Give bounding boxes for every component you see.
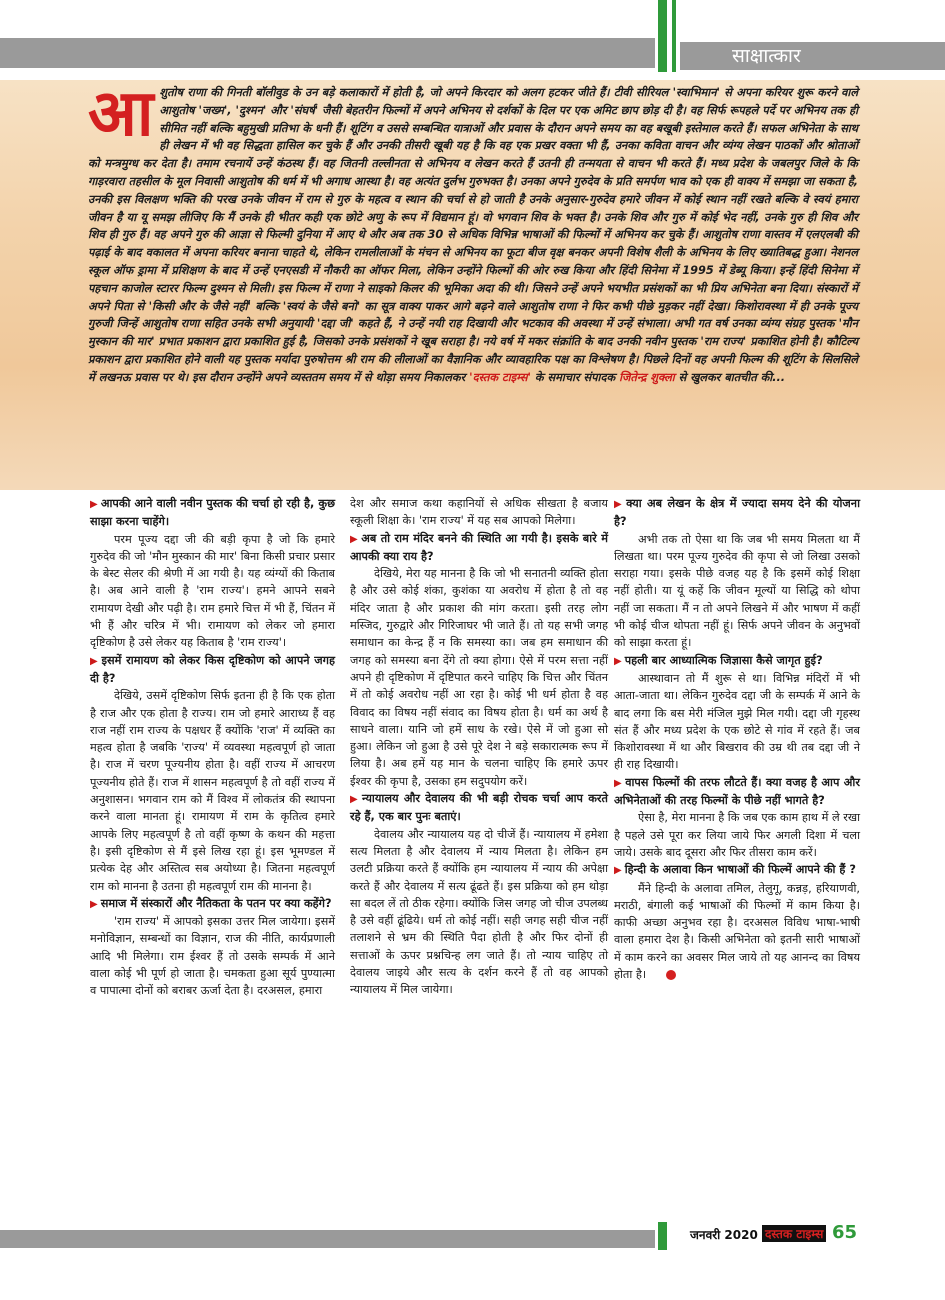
question-7: ▶ पहली बार आध्यात्मिक जिज्ञासा कैसे जागृत हुई? bbox=[614, 653, 823, 667]
footer-green-stripe bbox=[658, 1222, 667, 1250]
answer-3: 'राम राज्य' में आपको इसका उत्तर मिल जायेगा। इसमें मनोविज्ञान, सम्बन्धों का विज्ञान, राज की नीति, कार्यप्रणाली आदि भी मिलेगा। राम ईश्वर हैं तो उसके सम्पर्क में आने वाला कोई भी पूर्ण हो जाता है। चमकता हुआ सूर्य पुण्यात्मा व पापात्मा दोनों को बराबर ऊर्जा देता है। दरअसल, हमारा bbox=[90, 915, 335, 998]
triangle-right-icon: ▶ bbox=[614, 655, 622, 667]
triangle-right-icon: ▶ bbox=[350, 533, 359, 545]
question-9: ▶ हिन्दी के अलावा किन भाषाओं की फिल्में आपने की हैं ? bbox=[614, 863, 856, 877]
triangle-right-icon: ▶ bbox=[614, 777, 623, 789]
intro-text-mid: के समाचार संपादक bbox=[530, 370, 620, 384]
answer-4: देखिये, मेरा यह मानना है कि जो भी सनातनी व्यक्ति होता है और उसे कोई शंका, कुशंका या अवरोध में होता है तो वह मंदिर जाता है और प्रकाश की मांग करता। इसी तरह लोग मस्जिद, गुरुद्वारे और गिरिजाघर भी जाते हैं। तो यह सभी जगह समाधान का केन्द्र हैं न कि समस्या का। जब हम समाधान की जगह को समस्या बना देंगे तो क्या होगा। ऐसे में परम सत्ता नहीं अपने ही दृष्टिकोण में दृष्टिपात करने चाहिए कि चित्त और चिंतन में तो कोई अवरोध नहीं आ रहा है। कोई भी धर्म होता है वह विवाद का विषय नहीं संवाद का विषय होता है। धर्म का अर्थ है साधने वाला। यानि जो हमें साध के रखे। ऐसे में जो हुआ सो हुआ। लेकिन जो हुआ है उसे पूरे देश ने बड़े सकारात्मक रूप में लिया है। अब हमें यह मान के चलना चाहिए कि हमारे ऊपर ईश्वर की कृपा है, उसका हम सदुपयोग करें। bbox=[350, 567, 608, 788]
header-bar bbox=[0, 0, 945, 80]
question-8: ▶ वापस फिल्मों की तरफ लौटते हैं। क्या वजह है आप और अभिनेताओं की तरह फिल्मों के पीछे नहीं भागते है? bbox=[614, 775, 860, 808]
triangle-right-icon: ▶ bbox=[90, 898, 98, 910]
question-3: ▶ समाज में संस्कारों और नैतिकता के पतन पर क्या कहेंगे? bbox=[90, 896, 332, 910]
column-1 bbox=[90, 495, 335, 1000]
answer-2: देखिये, उसमें दृष्टिकोण सिर्फ इतना ही है कि एक होता है राज और एक होता है राज्य। राम जो हमारे आराध्य हैं वह राज नहीं राम राज्य के पक्षधर हैं क्योंकि 'राज' में व्यक्ति का महत्व होता है जबकि 'राज्य' में व्यवस्था महत्वपूर्ण हो जाता है। राज में चरण पूज्यनीय होता है। वहीं राज्य में आचरण पूज्यनीय होते हैं। राज में शासन महत्वपूर्ण है तो वहीं राज्य में अनुशासन। भगवान राम को मैं विश्व में लोकतंत्र की स्थापना करने वाला मानता हूं। रामायण में राम के कृतित्व हमारे आपके लिए महत्वपूर्ण है तो वहीं कृष्ण के कथन की महत्ता है। इसी दृष्टिकोण से मैं इसे लिख रहा हूं। इस भूमण्डल में प्रत्येक देह और अस्तित्व सब अयोध्या है। जितना महत्वपूर्ण राम को मानना है उतना ही महत्वपूर्ण राम की मानना है। bbox=[90, 689, 335, 893]
issue-date: जनवरी 2020 bbox=[690, 1228, 758, 1242]
answer-6: अभी तक तो ऐसा था कि जब भी समय मिलता था मैं लिखता था। परम पूज्य गुरुदेव की कृपा से जो लिखा उसको सराहा गया। इसके पीछे वजह यह है कि इसमें कोई शिक्षा नहीं होती। या यूं कहें कि जीवन मूल्यों या सिद्धि को थोपा नहीं जा सकता। मैं न तो अपने लिखने में और भाषण में कहीं भी कोई चीज थोपता नहीं हूं। सिर्फ अपने जीवन के अनुभवों को साझा करता हूं। bbox=[614, 532, 860, 650]
answer-5: देवालय और न्यायालय यह दो चीजें हैं। न्यायालय में हमेशा सत्य मिलता है और देवालय में न्याय मिलता है। लेकिन हम उलटी प्रक्रिया करते हैं क्योंकि हम न्यायालय में न्याय की अपेक्षा करते हैं और देवालय में सत्य ढूंढते हैं। इस प्रक्रिया को हम थोड़ा सा बदल लें तो ठीक रहेगा। क्योंकि जिस जगह जो चीज उपलब्ध है उसे वहीं ढूंढिये। धर्म तो कोई नहीं। सही जगह सही चीज नहीं तलाशने से भ्रम की स्थिति पैदा होती है और फिर दोनों ही सत्ताओं के ऊपर प्रश्नचिन्ह लग जाते हैं। तो न्याय चाहिए तो देवालय जाइये और सत्य के दर्शन करने हैं तो वह आपको न्यायालय में मिल जायेगा। bbox=[350, 827, 608, 997]
editor-name: जितेन्द्र शुक्ला bbox=[619, 370, 675, 384]
triangle-right-icon: ▶ bbox=[350, 794, 360, 806]
question-4: ▶ अब तो राम मंदिर बनने की स्थिति आ गयी है। इसके बारे में आपकी क्या राय है? bbox=[350, 531, 608, 563]
answer-8: ऐसा है, मेरा मानना है कि जब एक काम हाथ में ले रखा है पहले उसे पूरा कर लिया जाये फिर अगली दिशा में चला जाये। उसके बाद दूसरा और फिर तीसरा काम करें। bbox=[614, 811, 861, 859]
triangle-right-icon: ▶ bbox=[614, 865, 622, 877]
question-6: ▶ क्या अब लेखन के क्षेत्र में ज्यादा समय देने की योजना है? bbox=[614, 497, 860, 529]
column-3 bbox=[614, 495, 860, 983]
drop-cap: आ bbox=[88, 76, 154, 151]
publication-name: 'दस्तक टाइम्स' bbox=[469, 370, 531, 384]
red-dot-icon bbox=[666, 970, 676, 980]
magazine-logo: दस्तक टाइम्स bbox=[762, 1225, 826, 1242]
answer-3-continued: देश और समाज कथा कहानियों से अधिक सीखता है बजाय स्कूली शिक्षा के। 'राम राज्य' में यह सब आपको मिलेगा। bbox=[350, 497, 608, 528]
triangle-right-icon: ▶ bbox=[90, 499, 98, 510]
question-2: ▶ इसमें रामायण को लेकर किस दृष्टिकोण को आपने जगह दी है? bbox=[90, 653, 335, 685]
answer-9: मैंने हिन्दी के अलावा तमिल, तेलुगू, कन्नड़, हरियाणवी, मराठी, बंगाली कई भाषाओं की फिल्मों में काम किया है। काफी अच्छा अनुभव रहा है। दरअसल विविध भाषा-भाषी वाला हमारा देश है। किसी अभिनेता को इतनी सारी भाषाओं में काम करने का अवसर मिल जाये तो यह आनन्द का विषय होता है। bbox=[614, 881, 860, 982]
page-number: 65 bbox=[832, 1222, 858, 1243]
question-5: ▶ न्यायालय और देवालय की भी बड़ी रोचक चर्चा आप करते रहे हैं, एक बार पुनः बताएं। bbox=[350, 792, 608, 824]
section-label: साक्षात्कार bbox=[680, 42, 945, 70]
intro-text: शुतोष राणा की गिनती बॉलीवुड के उन बड़े कलाकारों में होती है, जो अपने किरदार को अलग हटकर जीते हैं। टीवी सीरियल 'स्वाभिमान' से अपना करियर शुरू करने वाले आशुतोष 'जख्म', 'दुश्मन' और 'संघर्ष' जैसी बेहतरीन फिल्मों में अपने अभिनय से दर्शकों के दिल पर एक अमिट छाप छोड़ दी है। वह सिर्फ रूपहले पर्दे पर अभिनय तक ही सीमित नहीं बल्कि बहुमुखी प्रतिभा के धनी हैं। शूटिंग व उससे सम्बन्धित यात्राओं और प्रवास के दौरान अपने समय का वह बखूबी इस्तेमाल करते हैं। सफल अभिनेता के साथ ही लेखन में भी वह सिद्धता हासिल कर चुके हैं और उनकी तीसरी खूबी यह है कि वह एक प्रखर वक्ता भी हैं, उनका कविता वाचन और व्यंग्य लेखन पाठकों और श्रोताओं को मन्त्रमुग्ध कर देता है। तमाम रचनायें उन्हें कंठस्थ हैं। वह जितनी तल्लीनता से अभिनय व लेखन करते हैं उतनी ही तन्मयता से वाचन भी करते हैं। मध्य प्रदेश के जबलपुर जिले के कि गाड़रवारा तहसील के मूल निवासी आशुतोष की धर्म में भी अगाध आस्था है। वह अत्यंत दुर्लभ गुरुभक्त है। उनका अपने गुरुदेव के प्रति समर्पण भाव को एक ही वाक्य में समझा जा सकता है, उनकी इस विलक्षण भक्ति की परख उनके जीवन में राम से गुरु के महत्व व स्थान की चर्चा से हो जाती है उनके अनुसार-गुरुदेव हमारे जीवन में कोई स्थान नहीं रखते बल्कि वे स्वयं हमारा जीवन है या यू समझ लीजिए कि मैं उनके ही भीतर कही एक छोटे अणु के रूप में विद्यमान हूं। वो भगवान शिव के भक्त है। उनके शिव और गुरु में कोई भेद नहीं, उनके गुरु ही शिव और शिव ही गुरु हैं। वह अपने गुरु की आज्ञा से फिल्मी दुनिया में आए थे और अब तक 30 से अधिक विभिन्न भाषाओं की फिल्मों में अभिनय कर चुके हैं। आशुतोष राणा वास्तव में एलएलबी की पढ़ाई के बाद वकालत में अपना करियर बनाना चाहते थे, लेकिन रामलीलाओं के मंचन से अभिनय का फूटा बीज वृक्ष बनकर अपनी विशेष शैली के अभिनय के लिए ख्यातिबद्ध हुआ। नेशनल स्कूल ऑफ ड्रामा में प्रशिक्षण के बाद में उन्हें एनएसडी में नौकरी का ऑफर मिला, लेकिन उन्होंने फिल्मों की ओर रुख किया और हिंदी सिनेमा में 1995 में डेब्यू किया। इन्हें हिंदी सिनेमा में पहचान काजोल स्टारर फिल्म दुश्मन से मिली। इस फिल्म में राणा ने साइको किलर की भूमिका अदा की थी। जिसने उन्हें अपने भयभीत प्रसंशकों का भी प्रिय अभिनेता बना दिया। संस्कारों में अपने पिता से 'किसी और के जैसे नहीं' बल्कि 'स्वयं के जैसे बनो' का सूत्र वाक्य पाकर आगे बढ़ने वाले आशुतोष राणा ने फिर कभी पीछे मुड़कर नहीं देखा। किशोरावस्था में ही उनके पूज्य गुरुजी जिन्हें आशुतोष राणा सहित उनके सभी अनुयायी 'दद्दा जी' कहते हैं, ने उन्हें नयी राह दिखायी और भटकाव की अवस्था में उन्हें संभाला। अभी गत वर्ष उनका व्यंग्य संग्रह पुस्तक 'मौन मुस्कान की मार' प्रभात प्रकाशन द्वारा प्रकाशित हुई है, जिसको उनके प्रसंशकों ने खूब सराहा है। नये वर्ष में मकर संक्रांति के बाद उनकी नवीन पुस्तक 'राम राज्य' प्रकाशित होनी है। कौटिल्य प्रकाशन द्वारा प्रकाशित होने वाली यह पुस्तक मर्यादा पुरुषोत्तम श्री राम की लीलाओं का वैज्ञानिक और व्यावहारिक पक्ष का विश्लेषण है। पिछले दिनों वह अपनी फिल्म की शूटिंग के सिलसिले में लखनऊ प्रवास पर थे। इस दौरान उन्होंने अपने व्यस्ततम समय में से थोड़ा समय निकालकर bbox=[88, 86, 858, 384]
answer-7: आस्थावान तो मैं शुरू से था। विभिन्न मंदिरों में भी आता-जाता था। लेकिन गुरुदेव दद्दा जी के सम्पर्क में आने के बाद लगा कि बस मेरी मंजिल मुझे मिल गयी। दद्दा जी गृहस्थ संत हैं और मध्य प्रदेश के एक छोटे से गांव में रहते हैं। जब किशोरावस्था में था और बिखराव की उम्र थी तब दद्दा जी ने ही राह दिखायी। bbox=[614, 671, 860, 772]
header-green-stripe-thin bbox=[672, 0, 676, 72]
header-green-stripe bbox=[658, 0, 667, 72]
triangle-right-icon: ▶ bbox=[90, 655, 99, 667]
intro-text-end: से खुलकर बातचीत की... bbox=[674, 370, 786, 384]
column-2 bbox=[350, 495, 608, 999]
header-gray-bar bbox=[0, 38, 655, 68]
triangle-right-icon: ▶ bbox=[614, 499, 624, 510]
footer-bar bbox=[0, 1222, 945, 1250]
footer-gray-bar bbox=[0, 1230, 655, 1248]
answer-1: परम पूज्य दद्दा जी की बड़ी कृपा है जो कि हमारे गुरुदेव की जो 'मौन मुस्कान की मार' बिना किसी प्रचार प्रसार के बेस्ट सेलर की श्रेणी में आ गयी है। यह व्यंग्यों की किताब है। अब आने वाली है 'राम राज्य'। हमने आपने सबने रामायण देखी और पढ़ी है। राम हमारे चित्त में भी हैं, चिंतन में भी हैं और चरित्र में भी। रामायण को लेकर जो हमारा दृष्टिकोण है उसे लेकर यह किताब है 'राम राज्य'। bbox=[90, 532, 335, 650]
question-1: ▶ आपकी आने वाली नवीन पुस्तक की चर्चा हो रही है, कुछ साझा करना चाहेंगे। bbox=[90, 497, 335, 529]
intro-paragraph bbox=[88, 76, 858, 387]
